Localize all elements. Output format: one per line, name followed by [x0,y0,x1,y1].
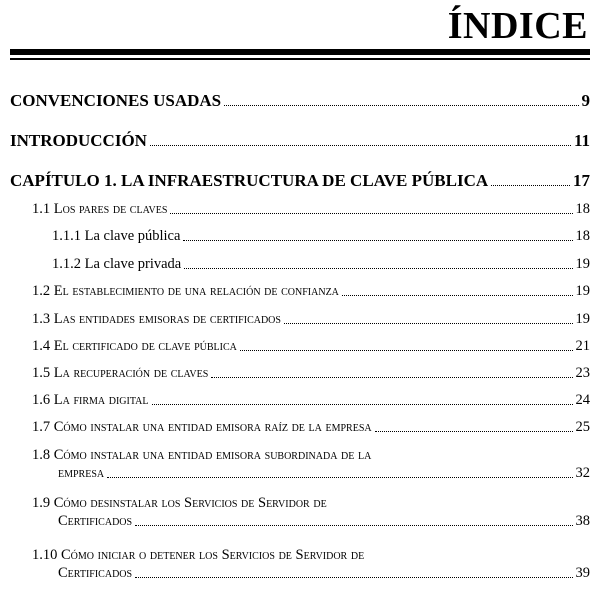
toc-entry-label: 1.3 Las entidades emisoras de certificados [32,311,281,327]
toc-entry-label: 1.5 La recuperación de claves [32,365,209,381]
toc-entry-1-10[interactable] [32,546,590,582]
toc-entry-label: 1.1.1 La clave pública [52,228,181,244]
toc-entry-1-2[interactable] [32,282,590,300]
toc-entry-label-continued: Certificados [58,513,133,529]
toc-entry-1-9[interactable] [32,494,590,530]
toc-entry-label: CONVENCIONES USADAS [10,91,222,110]
toc-entry-capitulo-1[interactable] [10,172,590,190]
toc-entry-page: 9 [581,91,590,110]
dot-leader [342,295,573,296]
title-rule-thick [10,49,590,55]
toc-entry-1-3[interactable] [32,310,590,328]
toc-entry-label: INTRODUCCIÓN [10,131,147,150]
toc-entry-1-5[interactable] [32,364,590,382]
dot-leader [375,431,573,432]
toc-entry-page: 19 [575,311,590,327]
toc-entry-1-6[interactable] [32,391,590,409]
toc-entry-page: 38 [575,513,590,529]
toc-entry-1-4[interactable] [32,337,590,355]
toc-entry-label: 1.10 Cómo iniciar o detener los Servicios de Servidor de [32,547,365,563]
dot-leader [183,240,572,241]
toc-entry-page: 25 [575,419,590,435]
toc-entry-page: 18 [575,201,590,217]
dot-leader [184,268,572,269]
toc-entry-1-8[interactable] [32,446,590,482]
toc-entry-page: 23 [575,365,590,381]
toc-entry-1-1[interactable] [32,200,590,218]
toc-entry-page: 11 [573,131,590,150]
dot-leader [135,577,572,578]
toc-entry-label: 1.8 Cómo instalar una entidad emisora subordinada de la [32,447,372,463]
toc-entry-convenciones[interactable] [10,92,590,110]
toc-entry-label: 1.1.2 La clave privada [52,256,182,272]
toc-entry-label: CAPÍTULO 1. LA INFRAESTRUCTURA DE CLAVE PÚBLICA [10,171,489,190]
toc-entry-page: 19 [575,256,590,272]
toc-entry-page: 21 [575,338,590,354]
toc-entry-label-continued: empresa [58,465,105,481]
toc-entry-label: 1.4 El certificado de clave pública [32,338,237,354]
title-rule-thin [10,58,590,60]
toc-entry-label: 1.1 Los pares de claves [32,201,168,217]
toc-entry-1-7[interactable] [32,418,590,436]
toc-entry-page: 39 [575,565,590,581]
dot-leader [284,323,573,324]
toc-entry-page: 18 [575,228,590,244]
dot-leader [150,145,571,146]
dot-leader [240,350,573,351]
toc-entry-introduccion[interactable] [10,132,590,150]
dot-leader [135,525,572,526]
toc-entry-page: 32 [575,465,590,481]
toc-entry-label: 1.2 El establecimiento de una relación de confianza [32,283,339,299]
toc-entry-label: 1.9 Cómo desinstalar los Servicios de Servidor de [32,495,327,511]
toc-entry-label: 1.7 Cómo instalar una entidad emisora raíz de la empresa [32,419,372,435]
toc-entry-page: 19 [575,283,590,299]
toc-entry-1-1-2[interactable] [52,255,590,273]
toc-entry-page: 24 [575,392,590,408]
toc-entry-label-continued: Certificados [58,565,133,581]
dot-leader [224,105,578,106]
dot-leader [211,377,572,378]
toc-entry-1-1-1[interactable] [52,227,590,245]
page-title: ÍNDICE [447,5,588,47]
dot-leader [107,477,572,478]
dot-leader [491,185,570,186]
toc-entry-page: 17 [573,171,590,190]
toc-entry-label: 1.6 La firma digital [32,392,149,408]
dot-leader [152,404,573,405]
dot-leader [170,213,572,214]
